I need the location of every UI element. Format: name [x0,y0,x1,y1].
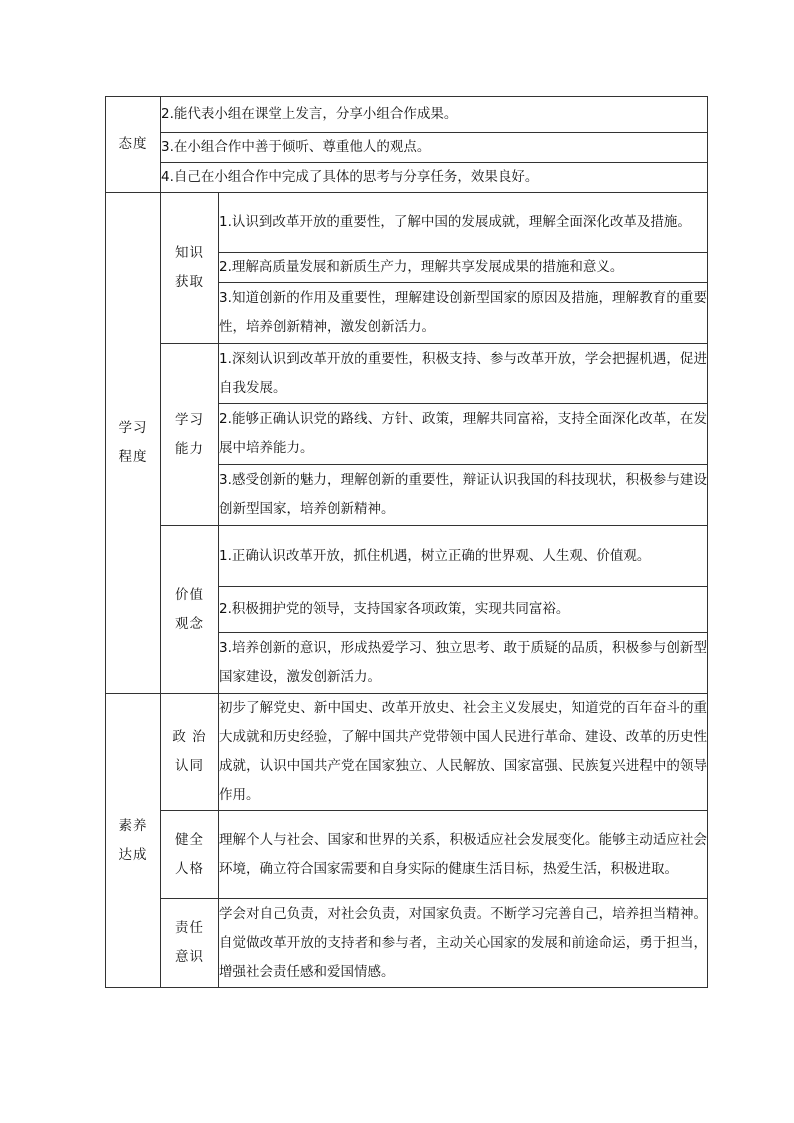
attitude-row-2 [106,133,708,163]
personality-text: 理解个人与社会、国家和世界的关系，积极适应社会发展变化。能够主动适应社会环境，确立符合国家需要和自身实际的健康生活目标，热爱生活，积极进取。 [219,811,708,899]
personality-label-line1: 健全 [175,831,204,848]
values-item-3: 3.培养创新的意识，形成热爱学习、独立思考、敢于质疑的品质，积极参与创新型国家建设，激发创新活力。 [219,633,708,694]
values-item-1: 1.正确认识改革开放，抓住机遇，树立正确的世界观、人生观、价值观。 [219,526,708,587]
attitude-item-2: 2.能代表小组在课堂上发言，分享小组合作成果。 [161,97,708,133]
political-label [161,694,219,811]
evaluation-table [105,96,708,988]
political-row [106,694,708,811]
learning-label-line1: 学习 [118,420,148,436]
literacy-label [106,694,161,988]
values-row-1 [106,526,708,587]
knowledge-item-1: 1.认识到改革开放的重要性，了解中国的发展成就，理解全面深化改革及措施。 [219,193,708,253]
knowledge-item-2: 2.理解高质量发展和新质生产力，理解共享发展成果的措施和意义。 [219,253,708,283]
attitude-label [106,97,161,193]
learning-label-line2: 程度 [118,449,148,465]
knowledge-row-1 [106,193,708,253]
political-label-line1: 政 治 [172,729,207,745]
attitude-row-3 [106,163,708,193]
ability-item-3: 3.感受创新的魅力，理解创新的重要性，辩证认识我国的科技现状，积极参与建设创新型国家，培养创新精神。 [219,465,708,526]
knowledge-label [161,193,219,344]
learning-degree-label [106,193,161,694]
responsibility-label-line2: 意识 [175,949,204,965]
attitude-item-4: 4.自己在小组合作中完成了具体的思考与分享任务，效果良好。 [161,163,708,193]
responsibility-label [161,899,219,988]
ability-item-1: 1.深刻认识到改革开放的重要性，积极支持、参与改革开放，学会把握机遇，促进自我发展。 [219,344,708,404]
personality-label-line2: 人格 [175,860,204,877]
ability-label-line1: 学习 [175,411,204,428]
values-label-line1: 价值 [175,586,204,603]
political-text: 初步了解党史、新中国史、改革开放史、社会主义发展史，知道党的百年奋斗的重大成就和历史经验，了解中国共产党带领中国人民进行革命、建设、改革的历史性成就，认识中国共产党在国家独立、人民解放、国家富强、民族复兴进程中的领导作用。 [219,694,708,811]
personality-row [106,811,708,899]
ability-label [161,344,219,526]
ability-label-line2: 能力 [175,440,204,457]
responsibility-row [106,899,708,988]
responsibility-text: 学会对自己负责，对社会负责，对国家负责。不断学习完善自己，培养担当精神。自觉做改革开放的支持者和参与者，主动关心国家的发展和前途命运，勇于担当，增强社会责任感和爱国情感。 [219,899,708,988]
responsibility-label-line1: 责任 [175,920,204,936]
values-label-line2: 观念 [175,615,204,632]
attitude-label-text: 态度 [118,136,148,152]
literacy-label-line2: 达成 [118,846,148,863]
personality-label [161,811,219,899]
attitude-item-3: 3.在小组合作中善于倾听、尊重他人的观点。 [161,133,708,163]
political-label-line2: 认同 [175,758,204,774]
attitude-row-1 [106,97,708,133]
literacy-label-line1: 素养 [118,817,148,834]
knowledge-label-line1: 知识 [175,245,204,261]
knowledge-label-line2: 获取 [175,274,204,290]
knowledge-item-3: 3.知道创新的作用及重要性，理解建设创新型国家的原因及措施，理解教育的重要性，培养创新精神，激发创新活力。 [219,283,708,344]
values-label [161,526,219,694]
values-item-2: 2.积极拥护党的领导，支持国家各项政策，实现共同富裕。 [219,587,708,633]
ability-item-2: 2.能够正确认识党的路线、方针、政策，理解共同富裕，支持全面深化改革，在发展中培养能力。 [219,404,708,465]
ability-row-1 [106,344,708,404]
